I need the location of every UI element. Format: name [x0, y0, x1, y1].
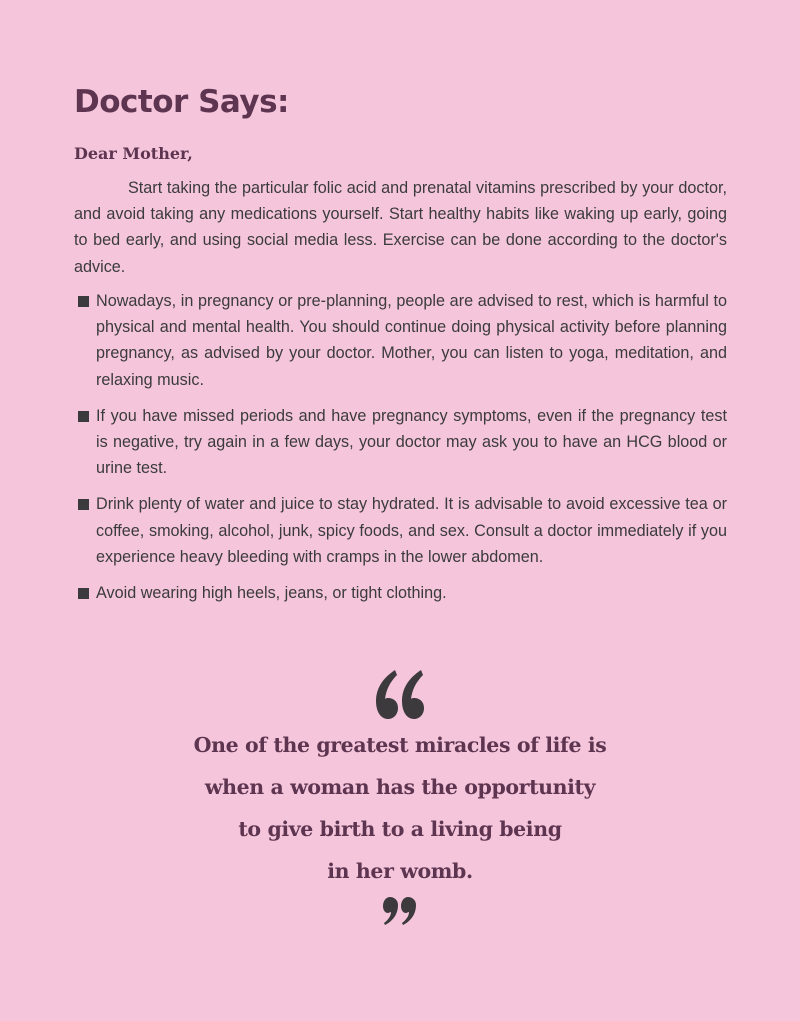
quote-line: to give birth to a living being: [238, 817, 562, 841]
pull-quote: [0, 668, 800, 926]
square-bullet-icon: [78, 411, 89, 422]
advice-list: [74, 288, 727, 616]
intro-paragraph: Start taking the particular folic acid and prenatal vitamins prescribed by your doctor, and avoid taking any medications yourself. Start healthy habits like waking up early, going to bed early, and using social media less. Exercise can be done according to the doctor's advice.: [74, 179, 727, 276]
quote-text: [0, 724, 800, 892]
list-item: [74, 491, 727, 570]
square-bullet-icon: [78, 499, 89, 510]
quote-line: when a woman has the opportunity: [204, 775, 596, 799]
list-item: [74, 580, 727, 606]
list-item-text: Nowadays, in pregnancy or pre-planning, people are advised to rest, which is harmful to physical and mental health. You should continue doing physical activity before planning pregnancy, as advised by your doctor. Mother, you can listen to yoga, meditation, and relaxing music.: [96, 292, 727, 389]
salutation: Dear Mother,: [74, 144, 193, 163]
close-quote-icon: [383, 896, 417, 926]
quote-line: in her womb.: [327, 859, 473, 883]
list-item-text: If you have missed periods and have pregnancy symptoms, even if the pregnancy test is negative, try again in a few days, your doctor may ask you to have an HCG blood or urine test.: [96, 406, 727, 478]
page-title: Doctor Says:: [74, 84, 289, 120]
list-item-text: Avoid wearing high heels, jeans, or tight clothing.: [96, 584, 447, 603]
open-quote-icon: [375, 668, 425, 720]
quote-line: One of the greatest miracles of life is: [193, 733, 607, 757]
list-item: [74, 403, 727, 482]
list-item: [74, 288, 727, 393]
square-bullet-icon: [78, 296, 89, 307]
list-item-text: Drink plenty of water and juice to stay hydrated. It is advisable to avoid excessive tea or coffee, smoking, alcohol, junk, spicy foods, and sex. Consult a doctor immediately if you experience heavy bleeding with cramps in the lower abdomen.: [96, 495, 727, 566]
square-bullet-icon: [78, 588, 89, 599]
